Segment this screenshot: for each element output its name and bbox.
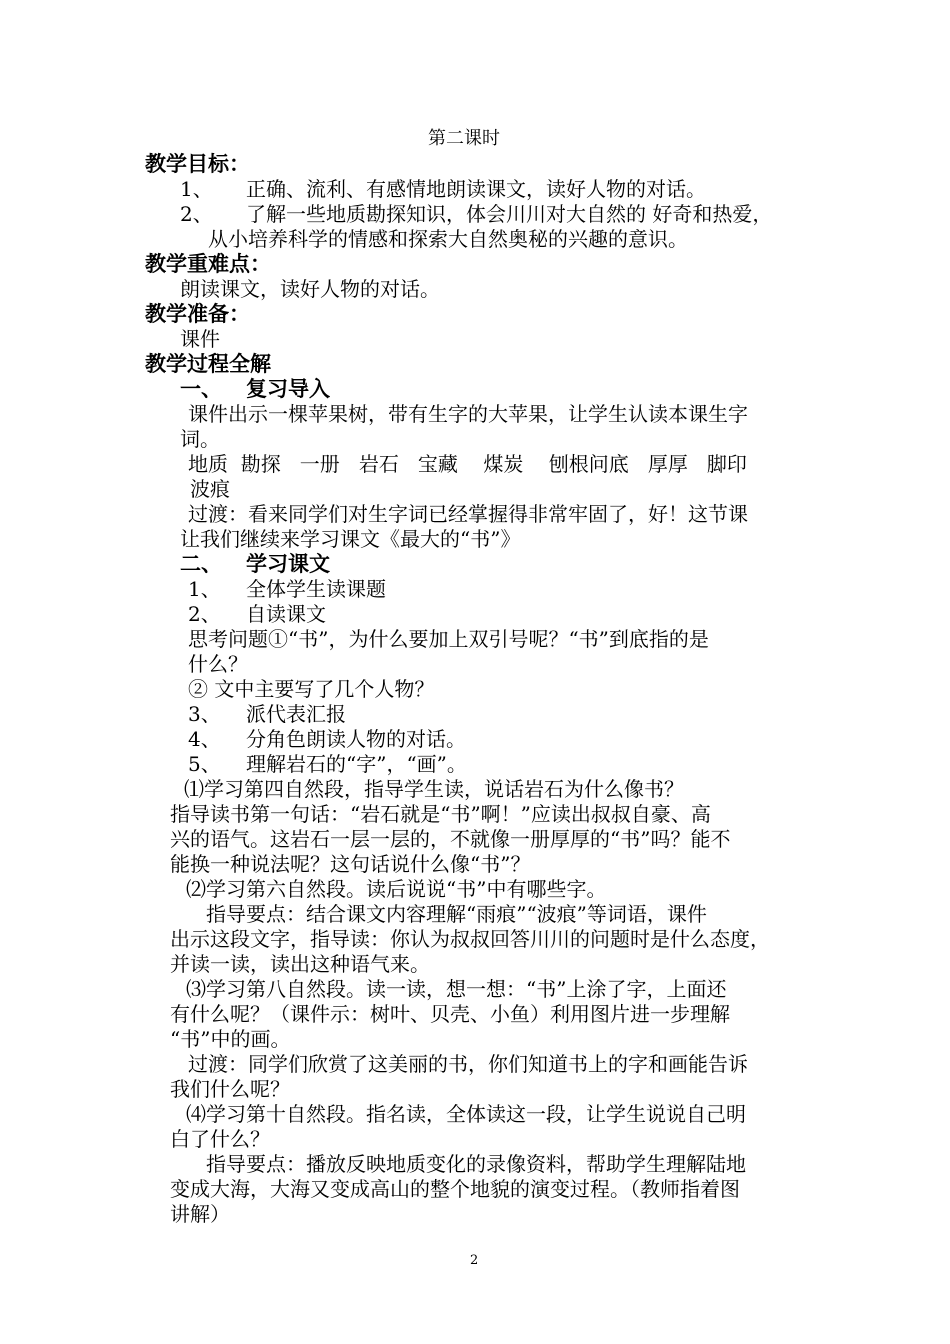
transition-1-line-2: 让我们继续来学习课文《最大的“书”》 — [180, 527, 521, 551]
objective-2-text: 了解一些地质勘探知识，体会川川对大自然的 好奇和热爱， — [246, 202, 773, 226]
transition-2-line-1: 过渡：同学们欣赏了这美丽的书，你们知道书上的字和画能告诉 — [188, 1052, 748, 1076]
step-5-text: 理解岩石的“字”，“画”。 — [246, 752, 467, 776]
part-2-guide-line-2: 出示这段文字，指导读：你认为叔叔回答川川的问题时是什么态度， — [170, 927, 770, 951]
part-4-guide-line-1: 指导要点：播放反映地质变化的录像资料，帮助学生理解陆地 — [206, 1152, 746, 1176]
preparation-heading: 教学准备： — [145, 301, 250, 326]
part-4-line-2: 白了什么？ — [170, 1127, 270, 1151]
step-5-number: 5、 — [188, 752, 221, 776]
section-2-title: 学习课文 — [246, 551, 330, 576]
part-4-guide-line-2: 变成大海，大海又变成高山的整个地貌的演变过程。（教师指着图 — [170, 1177, 740, 1201]
part-1-heading: ⑴学习第四自然段，指导学生读，说话岩石为什么像书？ — [184, 777, 684, 801]
step-2-text: 自读课文 — [246, 602, 326, 626]
process-heading: 教学过程全解 — [145, 351, 271, 376]
part-4-line-1: ⑷学习第十自然段。指名读，全体读这一段，让学生说说自己明 — [186, 1102, 746, 1126]
step-4-text: 分角色朗读人物的对话。 — [246, 727, 466, 751]
page-title: 第二课时 — [428, 128, 500, 149]
step-3-text: 派代表汇报 — [246, 702, 346, 726]
part-3-line-3: “书”中的画。 — [170, 1027, 291, 1051]
step-3-number: 3、 — [188, 702, 221, 726]
part-4-guide-line-3: 讲解） — [170, 1202, 230, 1226]
objective-2-number: 2、 — [180, 202, 213, 226]
step-1-text: 全体学生读课题 — [246, 577, 386, 601]
key-points-heading: 教学重难点： — [145, 251, 271, 276]
vocabulary-line-1: 地质 勘探 一册 岩石 宝藏 煤炭 刨根问底 厚厚 脚印 — [188, 452, 747, 476]
part-1-guide-line-1: 指导读书第一句话：“岩石就是“书”啊！”应读出叔叔自豪、高 — [170, 802, 711, 826]
section-1-title: 复习导入 — [246, 376, 330, 401]
review-paragraph-line-1: 课件出示一棵苹果树，带有生字的大苹果，让学生认读本课生字 — [188, 402, 748, 426]
preparation-text: 课件 — [180, 327, 220, 351]
key-points-text: 朗读课文，读好人物的对话。 — [180, 277, 440, 301]
step-1-number: 1、 — [188, 577, 221, 601]
part-2-guide-line-3: 并读一读，读出这种语气来。 — [170, 952, 430, 976]
page-number: 2 — [470, 1253, 479, 1268]
objective-1-text: 正确、流利、有感情地朗读课文，读好人物的对话。 — [246, 177, 706, 201]
review-paragraph-line-2: 词。 — [180, 427, 220, 451]
transition-2-line-2: 我们什么呢？ — [170, 1077, 290, 1101]
question-line-1: 思考问题①“书”，为什么要加上双引号呢？“书”到底指的是 — [188, 627, 709, 651]
transition-1-line-1: 过渡：看来同学们对生字词已经掌握得非常牢固了，好！这节课 — [188, 502, 748, 526]
question-2: ② 文中主要写了几个人物？ — [188, 677, 435, 701]
part-2-heading: ⑵学习第六自然段。读后说说“书”中有哪些字。 — [186, 877, 607, 901]
objective-2-continued: 从小培养科学的情感和探索大自然奥秘的兴趣的意识。 — [208, 227, 688, 251]
part-3-line-2: 有什么呢？（课件示：树叶、贝壳、小鱼）利用图片进一步理解 — [170, 1002, 730, 1026]
part-3-line-1: ⑶学习第八自然段。读一读，想一想：“书”上涂了字，上面还 — [186, 977, 727, 1001]
step-4-number: 4、 — [188, 727, 221, 751]
part-2-guide-line-1: 指导要点：结合课文内容理解“雨痕”“波痕”等词语，课件 — [206, 902, 707, 926]
objectives-heading: 教学目标： — [145, 151, 250, 176]
vocabulary-line-2: 波痕 — [190, 477, 230, 501]
part-1-guide-line-2: 兴的语气。这岩石一层一层的，不就像一册厚厚的“书”吗？能不 — [170, 827, 731, 851]
question-line-2: 什么？ — [188, 652, 248, 676]
part-1-guide-line-3: 能换一种说法呢？这句话说什么像“书”？ — [170, 852, 531, 876]
section-2-number: 二、 — [180, 551, 222, 576]
section-1-number: 一、 — [180, 376, 222, 401]
objective-1-number: 1、 — [180, 177, 213, 201]
step-2-number: 2、 — [188, 602, 221, 626]
